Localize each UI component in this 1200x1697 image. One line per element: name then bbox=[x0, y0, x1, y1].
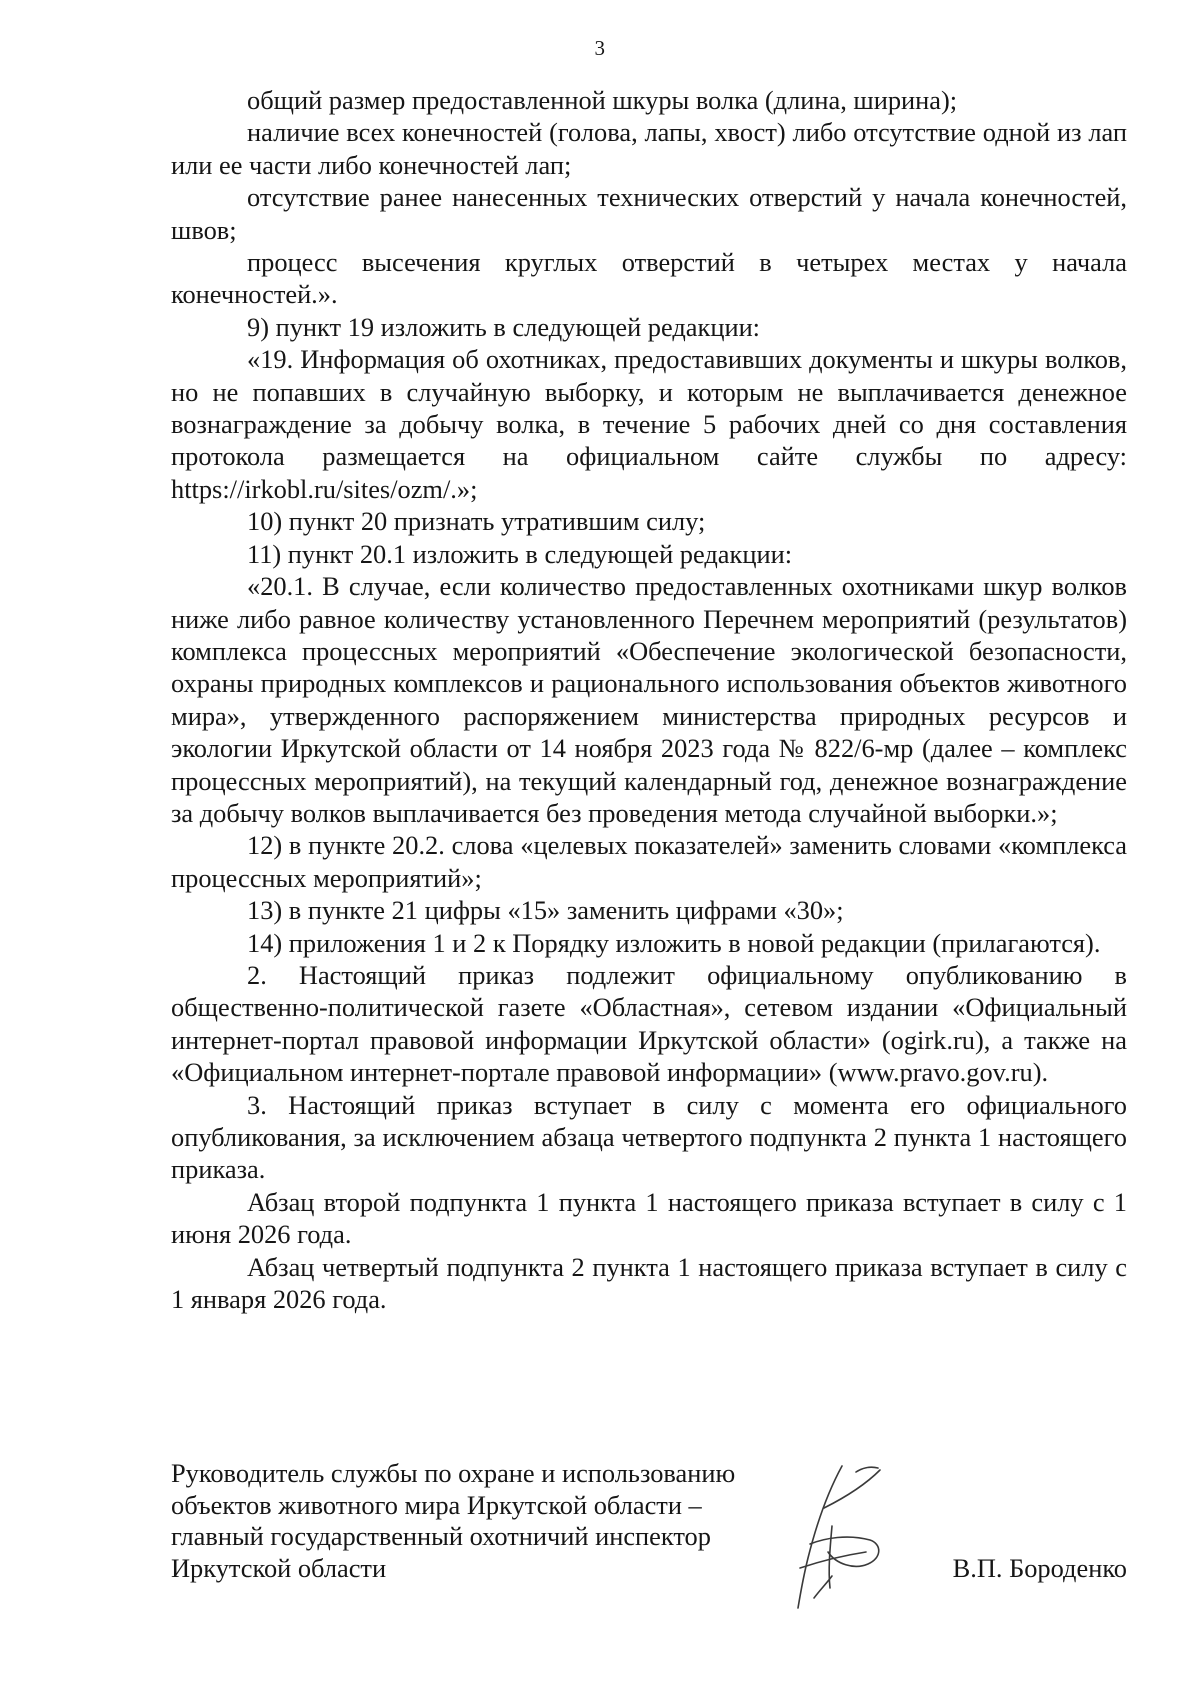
document-body bbox=[171, 84, 1127, 1317]
signatory-position-line: Руководитель службы по охране и использованию bbox=[171, 1458, 736, 1488]
paragraph: 3. Настоящий приказ вступает в силу с момента его официального опубликования, за исключением абзаца четвертого подпункта 2 пункта 1 настоящего приказа. bbox=[171, 1089, 1127, 1185]
signatory-position-line: объектов животного мира Иркутской области – bbox=[171, 1489, 702, 1520]
paragraph: 14) приложения 1 и 2 к Порядку изложить в новой редакции (прилагаются). bbox=[247, 927, 1101, 958]
signatory-position-line: главный государственный охотничий инспектор bbox=[171, 1521, 711, 1551]
page-number: 3 bbox=[594, 36, 606, 60]
paragraph: 2. Настоящий приказ подлежит официальному опубликованию в общественно-политической газете «Областная», сетевом издании «Официальный интернет-портал правовой информации Иркутской области» (ogirk.ru), а также на «Официальном интернет-портале правовой информации» (www.pravo.gov.ru). bbox=[171, 959, 1127, 1088]
paragraph: Абзац второй подпункта 1 пункта 1 настоящего приказа вступает в силу с 1 июня 2026 года. bbox=[171, 1186, 1127, 1250]
paragraph: наличие всех конечностей (голова, лапы, хвост) либо отсутствие одной из лап или ее части либо конечностей лап; bbox=[171, 117, 1127, 180]
paragraph: 11) пункт 20.1 изложить в следующей редакции: bbox=[247, 538, 793, 569]
handwritten-signature bbox=[770, 1448, 910, 1618]
paragraph: 9) пункт 19 изложить в следующей редакции: bbox=[247, 311, 761, 342]
signatory-position-line: Иркутской области bbox=[171, 1552, 387, 1583]
paragraph: общий размер предоставленной шкуры волка (длина, ширина); bbox=[247, 85, 958, 115]
signature-block bbox=[171, 1458, 1127, 1584]
paragraph: процесс высечения круглых отверстий в четырех местах у начала конечностей.». bbox=[171, 247, 1127, 310]
paragraph: 10) пункт 20 признать утратившим силу; bbox=[247, 506, 706, 537]
paragraph: «20.1. В случае, если количество предоставленных охотниками шкур волков ниже либо равное количеству установленного Перечнем мероприятий (результатов) комплекса процессных мероприятий «Обеспечение экологической безопасности, охраны природных комплексов и рационального использования объектов животного мира», утвержденного распоряжением министерства природных ресурсов и экологии Иркутской области от 14 ноября 2023 года № 822/6-мр (далее – комплекс процессных мероприятий), на текущий календарный год, денежное вознаграждение за добычу волков выплачивается без проведения метода случайной выборки.»; bbox=[171, 571, 1127, 828]
signatory-name: В.П. Бороденко bbox=[952, 1552, 1127, 1583]
paragraph: «19. Информация об охотниках, предоставивших документы и шкуры волков, но не попавших в случайную выборку, и которым не выплачивается денежное вознаграждение за добычу волка, в течение 5 рабочих дней со дня составления протокола размещается на официальном сайте службы по адресу: https://irkobl.ru/sites/ozm/.»; bbox=[171, 344, 1127, 504]
paragraph: 12) в пункте 20.2. слова «целевых показателей» заменить словами «комплекса процессных мероприятий»; bbox=[171, 830, 1127, 893]
paragraph: отсутствие ранее нанесенных технических отверстий у начала конечностей, швов; bbox=[171, 182, 1127, 245]
signatory-position bbox=[171, 1458, 811, 1584]
paragraph: 13) в пункте 21 цифры «15» заменить цифрами «30»; bbox=[247, 895, 844, 926]
paragraph: Абзац четвертый подпункта 2 пункта 1 настоящего приказа вступает в силу с 1 января 2026 года. bbox=[171, 1251, 1127, 1315]
